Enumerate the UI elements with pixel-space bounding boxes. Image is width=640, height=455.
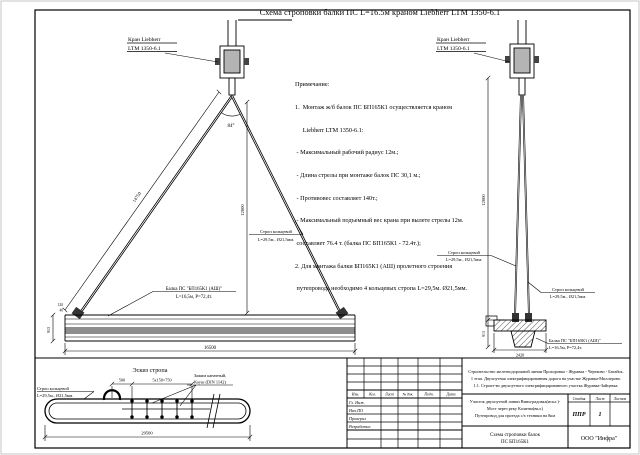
crane-label-line2: LTM 1350-6.1: [437, 46, 470, 52]
row-razrabotal: Разработал: [349, 424, 371, 429]
org-name: ООО "Инфра": [580, 436, 618, 442]
doc-name-block: [490, 433, 618, 445]
sling-label-line1: Строп кольцевой: [552, 287, 584, 292]
dim-right-height-value: 12000: [481, 194, 486, 206]
beam-cross-section: [486, 316, 546, 347]
note-line: - Длина стрелы при монтаже балок ПС 30,1 м.;: [295, 171, 421, 179]
stage-value: ППР: [572, 412, 586, 418]
dim-span-value: 16500: [204, 346, 216, 351]
row-gl-inzh: Гл. Инж.: [349, 400, 366, 405]
sling-label-line1: Строп кольцевой: [448, 250, 480, 255]
note-line: - Противовес составляет 140т.;: [295, 194, 378, 202]
sheet-header: Лист: [595, 397, 605, 401]
note-line: - Максимальный подъемный вес крана при вылете стрелы 12м.: [295, 217, 464, 225]
stage-table: [572, 397, 627, 418]
beam-label-left: [108, 287, 236, 316]
stage-header: Стадия: [572, 397, 586, 401]
dim-ring-length-value: 29500: [141, 430, 153, 436]
sling-angle-value: 84°: [227, 124, 235, 129]
clamp-label-line2: Коуш (DIN 1142): [194, 379, 226, 385]
dim-section-width-value: 2420: [515, 352, 525, 358]
sling-sketch: [37, 367, 252, 441]
dim-sling-length-value: 14750: [131, 191, 143, 204]
dim-mid-height: [245, 100, 249, 315]
project-line2: 1 этап. Двухпутная электрифицированная дорога на участке Журавка-Миллерово.: [470, 376, 622, 381]
col-data: Дата: [446, 392, 456, 397]
crane-label-line2: LTM 1350-6.1: [128, 46, 161, 52]
sling-label-line2: L=29,5м., Ø21,5мм.: [257, 237, 295, 242]
col-dok: № док.: [402, 392, 414, 397]
note-line: - Максимальный рабочий радиус 12м.;: [295, 149, 399, 157]
beam-label-line1: Балка ПС "БП165К1 (АШ)": [549, 338, 601, 343]
object-line1: Участок двухпутной линии Виноградовка(искл.)-: [469, 399, 561, 404]
dim-right-height: [486, 76, 494, 349]
doc-name-line2: ПС БП165К1: [500, 440, 530, 445]
col-kol: Кол.: [369, 392, 376, 397]
dim-beam-height-value: 913: [46, 327, 51, 333]
beam-label-right: [536, 338, 622, 351]
titleblock-role-rows: [348, 400, 371, 429]
dim-section-height-value: 913: [482, 331, 486, 337]
object-line3: Путепровод для проезда с/х техники на 8км: [474, 413, 556, 418]
crane-label-line1: Кран Liebherr: [437, 37, 470, 43]
project-line1: Строительство железнодорожной линии Прохоровка - Журавка - Чертково - Батайск.: [468, 369, 624, 374]
crane-hook-block-right: [505, 44, 539, 95]
dim-500-value: 500: [118, 377, 126, 383]
note-line: Liebherr LTM 1350-6.1:: [295, 126, 364, 134]
crane-hook-block-left: [215, 46, 249, 95]
crane-label-line1: Кран Liebherr: [128, 37, 161, 43]
sling-label-line2: L=29,5м., Ø21,5мм.: [37, 393, 74, 398]
beam-elevation: [65, 315, 355, 341]
col-list: Лист: [385, 392, 394, 397]
clamp-label-line1: Зажим канатный,: [193, 373, 227, 378]
row-proveril: Проверил: [349, 416, 366, 421]
dim-750-value: 5х150=750: [152, 377, 172, 383]
doc-name-line1: Схема строповки балок: [489, 433, 541, 438]
notes-block: [295, 66, 477, 300]
title-block: [347, 358, 630, 448]
drawing-title: Схема строповки балки ПС L=16.5м краном Liebherr LTM 1350-6.1: [259, 8, 501, 17]
sling-label-line2: L=29,5м., Ø21,5мм.: [549, 294, 587, 299]
sheets-header: Листов: [613, 397, 627, 401]
beam-label-line1: Балка ПС "БП165К1 (АШ)": [165, 287, 223, 292]
sling-angle-arc: [222, 113, 241, 116]
dim-sling-length: [63, 90, 221, 312]
project-description: [468, 369, 623, 388]
note-line: 2. Для монтажа балки БП165К1 (АШ) пролетного строения: [295, 262, 453, 270]
dim-end-b: 40: [59, 308, 63, 313]
row-nach-po: Нач.ПО: [349, 408, 364, 413]
sketch-sling-label: [37, 386, 94, 399]
crane-label-right: [436, 37, 510, 62]
beam-label-line2: L=16,5м, Р=72,4т.: [549, 345, 583, 350]
note-line: Примечание:: [295, 81, 330, 89]
object-description: [470, 399, 561, 418]
beam-label-line2: L=16,5м, Р=72,4т.: [175, 295, 213, 300]
sling-lines-right: [512, 95, 532, 322]
object-line2: Мост через реку Калитва(вкл.): [486, 406, 544, 411]
col-podp: Подп.: [424, 392, 434, 397]
col-izm: Изм.: [351, 392, 360, 397]
note-line: составляет 76.4 т. (балка ПС БП165К1 - 72.4т.);: [295, 239, 421, 247]
sling-label-line1: Строп кольцевой: [260, 229, 292, 234]
sling-label-line1: Строп кольцевой: [37, 386, 69, 391]
sheet-number: 1: [598, 412, 602, 418]
dim-mid-height-value: 12000: [240, 204, 245, 216]
sling-label-right-b: [528, 282, 595, 300]
sling-label-line2: L=29,5м., Ø21,5мм.: [445, 257, 483, 262]
dim-beam-height: [51, 313, 55, 343]
note-line: путепровода необходимо 4 кольцевых стропа L=29,5м. Ø21,5мм.: [295, 285, 468, 293]
dim-end-a: 120: [57, 303, 63, 307]
sketch-title: Эскиз стропа: [132, 367, 168, 374]
project-line3: 1.1. Строит-во двухпутного электрифицированного участка Журавка-Зайцевка.: [473, 383, 619, 388]
note-line: 1. Монтаж ж/б балок ПС БП165К1 осуществляется краном: [295, 103, 453, 111]
crane-label-left: [127, 37, 218, 62]
